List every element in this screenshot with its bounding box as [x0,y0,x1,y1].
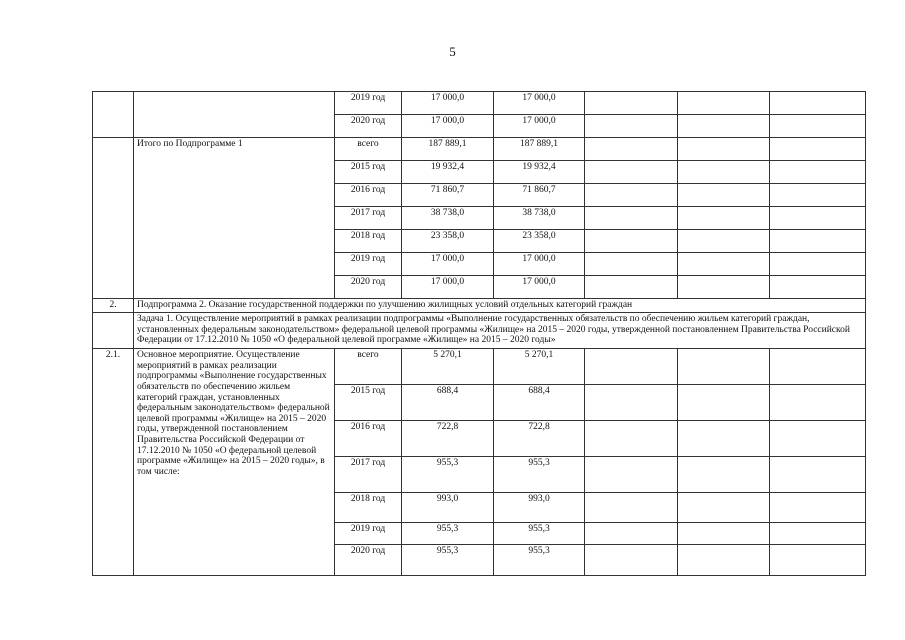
empty-cell [585,207,678,230]
period-cell: всего [335,349,402,385]
value-budget-cell: 955,3 [494,523,585,545]
period-cell: 2019 год [335,92,402,115]
period-cell: 2015 год [335,161,402,184]
empty-cell [585,276,678,299]
empty-cell [678,421,770,457]
period-cell: 2015 год [335,385,402,421]
period-cell: 2020 год [335,276,402,299]
empty-cell [585,457,678,493]
empty-cell [585,253,678,276]
measure-number: 2.1. [93,349,134,576]
subprogram-title: Подпрограмма 2. Оказание государственной поддержки по улучшению жилищных условий отдельных категорий граждан [134,299,866,313]
period-cell: 2016 год [335,421,402,457]
value-budget-cell: 955,3 [494,545,585,576]
value-total-cell: 17 000,0 [402,115,494,138]
description-cell [134,92,335,138]
empty-cell [585,385,678,421]
value-total-cell: 955,3 [402,523,494,545]
empty-cell [585,523,678,545]
period-cell: 2018 год [335,493,402,523]
empty-cell [770,92,866,115]
value-total-cell: 17 000,0 [402,253,494,276]
number-cell [93,313,134,349]
value-budget-cell: 688,4 [494,385,585,421]
empty-cell [678,161,770,184]
value-total-cell: 17 000,0 [402,92,494,115]
empty-cell [678,138,770,161]
value-total-cell: 38 738,0 [402,207,494,230]
page-number: 5 [449,44,456,59]
empty-cell [678,523,770,545]
value-budget-cell: 17 000,0 [494,276,585,299]
period-cell: всего [335,138,402,161]
empty-cell [585,92,678,115]
empty-cell [678,253,770,276]
value-total-cell: 17 000,0 [402,276,494,299]
measure-description: Основное мероприятие. Осуществление мероприятий в рамках реализации подпрограммы «Выполнение государственных обязательств по обеспечению жильем категорий граждан, установленных федеральным законодательством» федеральной целевой программы «Жилище» на 2015 – 2020 годы, утвержденной постановлением Правительства Российской Федерации от 17.12.2010 № 1050 «О федеральной целевой программе «Жилище» на 2015 – 2020 годы», в том числе: [134,349,335,576]
period-cell: 2017 год [335,207,402,230]
period-cell: 2020 год [335,545,402,576]
empty-cell [770,230,866,253]
value-budget-cell: 17 000,0 [494,115,585,138]
period-cell: 2019 год [335,253,402,276]
value-budget-cell: 5 270,1 [494,349,585,385]
subprogram-row [93,299,866,313]
empty-cell [585,115,678,138]
empty-cell [678,545,770,576]
empty-cell [585,230,678,253]
empty-cell [678,230,770,253]
empty-cell [770,349,866,385]
budget-table [92,91,866,576]
value-total-cell: 187 889,1 [402,138,494,161]
task-row [93,313,866,349]
period-cell: 2017 год [335,457,402,493]
empty-cell [770,253,866,276]
value-total-cell: 955,3 [402,545,494,576]
table-row [93,92,866,115]
table-row [93,349,866,385]
empty-cell [678,184,770,207]
period-cell: 2016 год [335,184,402,207]
empty-cell [678,457,770,493]
value-budget-cell: 722,8 [494,421,585,457]
value-budget-cell: 19 932,4 [494,161,585,184]
value-budget-cell: 17 000,0 [494,92,585,115]
empty-cell [770,493,866,523]
empty-cell [678,385,770,421]
empty-cell [770,207,866,230]
value-budget-cell: 23 358,0 [494,230,585,253]
empty-cell [770,545,866,576]
empty-cell [678,207,770,230]
empty-cell [770,115,866,138]
value-total-cell: 23 358,0 [402,230,494,253]
empty-cell [585,493,678,523]
empty-cell [585,349,678,385]
value-budget-cell: 71 860,7 [494,184,585,207]
number-cell [93,138,134,299]
empty-cell [585,184,678,207]
value-budget-cell: 993,0 [494,493,585,523]
subprogram-number: 2. [93,299,134,313]
value-budget-cell: 187 889,1 [494,138,585,161]
empty-cell [770,276,866,299]
number-cell [93,92,134,138]
value-total-cell: 955,3 [402,457,494,493]
empty-cell [770,457,866,493]
period-cell: 2019 год [335,523,402,545]
value-total-cell: 5 270,1 [402,349,494,385]
empty-cell [770,385,866,421]
period-cell: 2018 год [335,230,402,253]
empty-cell [678,276,770,299]
empty-cell [585,421,678,457]
empty-cell [678,349,770,385]
empty-cell [585,161,678,184]
empty-cell [770,161,866,184]
task-text: Задача 1. Осуществление мероприятий в рамках реализации подпрограммы «Выполнение государственных обязательств по обеспечению жильем категорий граждан, установленных федеральным законодательством» федеральной целевой программы «Жилище» на 2015 – 2020 годы, утвержденной постановлением Правительства Российской Федерации от 17.12.2010 № 1050 «О федеральной целевой программе «Жилище» на 2015 – 2020 годы» [134,313,866,349]
value-total-cell: 71 860,7 [402,184,494,207]
itogo-label: Итого по Подпрограмме 1 [134,138,335,299]
value-total-cell: 688,4 [402,385,494,421]
empty-cell [678,92,770,115]
empty-cell [770,138,866,161]
value-total-cell: 19 932,4 [402,161,494,184]
table-row [93,138,866,161]
empty-cell [770,184,866,207]
empty-cell [770,523,866,545]
empty-cell [678,115,770,138]
value-budget-cell: 955,3 [494,457,585,493]
empty-cell [678,493,770,523]
value-budget-cell: 17 000,0 [494,253,585,276]
empty-cell [585,138,678,161]
value-budget-cell: 38 738,0 [494,207,585,230]
value-total-cell: 993,0 [402,493,494,523]
empty-cell [585,545,678,576]
period-cell: 2020 год [335,115,402,138]
empty-cell [770,421,866,457]
value-total-cell: 722,8 [402,421,494,457]
